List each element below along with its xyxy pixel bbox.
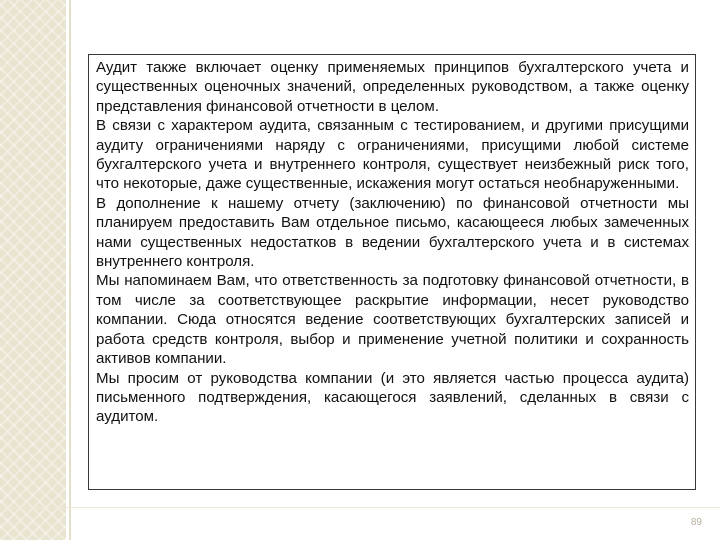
- page-number: 89: [690, 517, 702, 528]
- paragraph-1: Аудит также включает оценку применяемых принципов бухгалтерского учета и существенных оценочных значений, определенных руководством, а также оценку представления финансовой отчетности в целом.: [96, 59, 689, 115]
- decorative-vertical-line: [69, 0, 71, 540]
- paragraph-3: В дополнение к нашему отчету (заключению) по финансовой отчетности мы планируем предоставить Вам отдельное письмо, касающееся любых замеченных нами существенных недостатков в ведении бухгалтерского учета и в системах внутреннего контроля.: [96, 194, 689, 271]
- text-box: [88, 54, 696, 490]
- paragraph-4: Мы напоминаем Вам, что ответственность за подготовку финансовой отчетности, в том числе за соответствующее раскрытие информации, несет руководство компании. Сюда относятся ведение соответствующих бухгалтерских записей и работа средств контроля, выбор и применение учетной политики и сохранность активов компании.: [96, 272, 689, 368]
- paragraph-5: Мы просим от руководства компании (и это является частью процесса аудита) письменного подтверждения, касающегося заявлений, сделанных в связи с аудитом.: [96, 369, 689, 426]
- decorative-side-pattern: [0, 0, 66, 540]
- decorative-horizontal-line: [0, 507, 720, 508]
- paragraph-2: В связи с характером аудита, связанным с тестированием, и другими присущими аудиту ограничениями наряду с ограничениями, присущими любой системе бухгалтерского учета и внутреннего контроля, существует неизбежный риск того, что некоторые, даже существенные, искажения могут остаться необнаруженными.: [96, 117, 689, 193]
